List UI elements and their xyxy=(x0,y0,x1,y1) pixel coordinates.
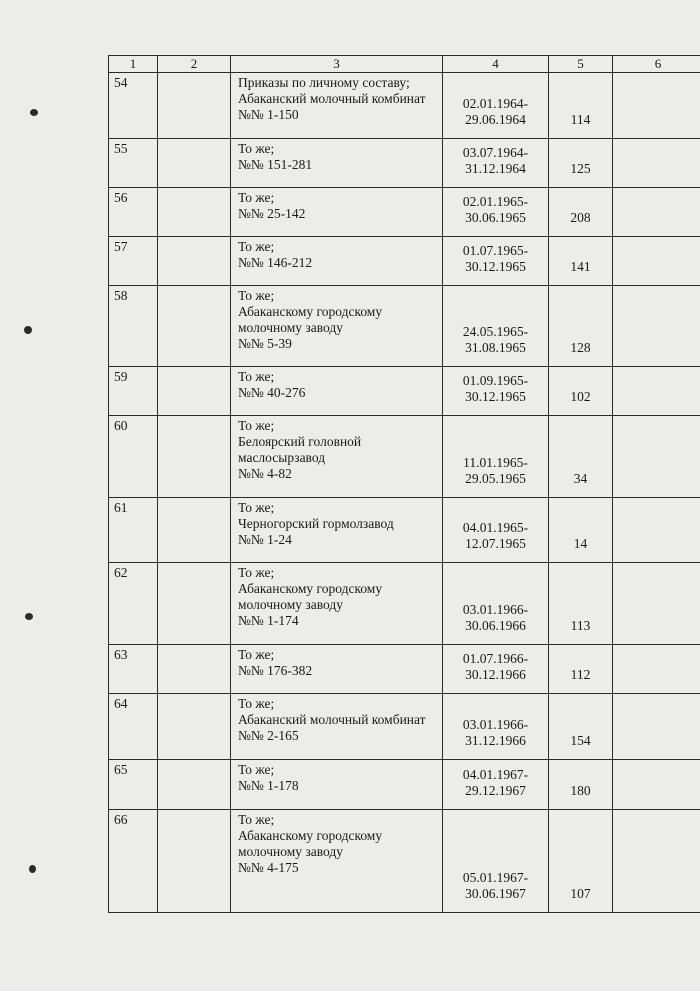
sheet-count: 154 xyxy=(549,694,613,760)
date-range xyxy=(443,645,549,694)
title-line: Абаканскому городскому xyxy=(238,581,383,596)
notes-cell xyxy=(613,563,700,645)
sheet-count: 113 xyxy=(549,563,613,645)
table-row xyxy=(109,367,700,416)
date-range xyxy=(443,188,549,237)
date-range xyxy=(443,367,549,416)
date-range xyxy=(443,73,549,139)
date-line: 30.12.1966 xyxy=(465,667,526,682)
table-row xyxy=(109,498,700,563)
record-title xyxy=(231,760,443,810)
column-2-cell xyxy=(158,139,231,188)
title-line: №№ 1-174 xyxy=(238,613,299,628)
title-line: №№ 25-142 xyxy=(238,206,306,221)
date-line: 12.07.1965 xyxy=(465,536,526,551)
title-line: №№ 151-281 xyxy=(238,157,313,172)
title-line: То же; xyxy=(238,190,275,205)
notes-cell xyxy=(613,760,700,810)
date-line: 24.05.1965- xyxy=(462,324,529,339)
punch-hole-mark xyxy=(29,865,36,873)
title-line: молочному заводу xyxy=(238,597,344,612)
date-line: 29.05.1965 xyxy=(465,471,526,486)
date-line: 11.01.1965- xyxy=(463,455,528,470)
sheet-count: 14 xyxy=(549,498,613,563)
column-header: 1 xyxy=(109,56,158,73)
title-line: №№ 4-82 xyxy=(238,466,292,481)
sheet-count: 107 xyxy=(549,810,613,913)
row-number: 55 xyxy=(109,139,158,188)
notes-cell xyxy=(613,286,700,367)
punch-hole-mark xyxy=(30,109,38,116)
sheet-count: 102 xyxy=(549,367,613,416)
date-line: 04.01.1967- xyxy=(462,767,529,782)
row-number: 59 xyxy=(109,367,158,416)
record-title xyxy=(231,73,443,139)
date-line: 29.12.1967 xyxy=(465,783,526,798)
row-number: 58 xyxy=(109,286,158,367)
date-range xyxy=(443,563,549,645)
sheet-count: 208 xyxy=(549,188,613,237)
table-row xyxy=(109,810,700,913)
punch-hole-mark xyxy=(24,326,32,334)
title-line: То же; xyxy=(238,500,275,515)
date-line: 03.07.1964- xyxy=(462,145,529,160)
date-line: 30.06.1967 xyxy=(465,886,526,901)
sheet-count: 128 xyxy=(549,286,613,367)
table-row xyxy=(109,694,700,760)
date-range xyxy=(443,760,549,810)
record-title xyxy=(231,563,443,645)
date-line: 01.07.1965- xyxy=(462,243,529,258)
title-line: То же; xyxy=(238,239,275,254)
title-line: №№ 1-24 xyxy=(238,532,292,547)
row-number: 63 xyxy=(109,645,158,694)
table-body xyxy=(109,73,700,913)
column-2-cell xyxy=(158,760,231,810)
record-title xyxy=(231,188,443,237)
title-line: То же; xyxy=(238,369,275,384)
title-line: То же; xyxy=(238,141,275,156)
column-2-cell xyxy=(158,367,231,416)
date-line: 31.08.1965 xyxy=(465,340,526,355)
title-line: Черногорский гормолзавод xyxy=(238,516,394,531)
date-range xyxy=(443,416,549,498)
date-line: 02.01.1965- xyxy=(462,194,529,209)
sheet-count: 114 xyxy=(549,73,613,139)
notes-cell xyxy=(613,73,700,139)
date-line: 04.01.1965- xyxy=(462,520,529,535)
column-2-cell xyxy=(158,73,231,139)
column-2-cell xyxy=(158,237,231,286)
table-row xyxy=(109,188,700,237)
table-row xyxy=(109,645,700,694)
notes-cell xyxy=(613,645,700,694)
title-line: №№ 4-175 xyxy=(238,860,299,875)
title-line: №№ 2-165 xyxy=(238,728,299,743)
row-number: 61 xyxy=(109,498,158,563)
column-2-cell xyxy=(158,694,231,760)
title-line: То же; xyxy=(238,696,275,711)
title-line: №№ 146-212 xyxy=(238,255,313,270)
registry-table xyxy=(108,55,700,913)
notes-cell xyxy=(613,237,700,286)
sheet-count: 112 xyxy=(549,645,613,694)
column-2-cell xyxy=(158,563,231,645)
date-line: 05.01.1967- xyxy=(462,870,529,885)
column-header: 3 xyxy=(231,56,443,73)
date-range xyxy=(443,694,549,760)
row-number: 60 xyxy=(109,416,158,498)
date-range xyxy=(443,810,549,913)
row-number: 54 xyxy=(109,73,158,139)
row-number: 64 xyxy=(109,694,158,760)
date-line: 02.01.1964- xyxy=(462,96,529,111)
title-line: Абаканский молочный комбинат xyxy=(238,91,426,106)
date-line: 03.01.1966- xyxy=(462,602,529,617)
title-line: маслосырзавод xyxy=(238,450,326,465)
date-line: 31.12.1966 xyxy=(465,733,526,748)
title-line: То же; xyxy=(238,565,275,580)
title-line: То же; xyxy=(238,812,275,827)
title-line: Белоярский головной xyxy=(238,434,362,449)
record-title xyxy=(231,286,443,367)
table-row xyxy=(109,563,700,645)
column-2-cell xyxy=(158,416,231,498)
title-line: молочному заводу xyxy=(238,320,344,335)
record-title xyxy=(231,810,443,913)
column-2-cell xyxy=(158,286,231,367)
column-header: 6 xyxy=(613,56,700,73)
header-row xyxy=(109,56,700,73)
title-line: №№ 5-39 xyxy=(238,336,292,351)
record-title xyxy=(231,694,443,760)
row-number: 56 xyxy=(109,188,158,237)
title-line: Приказы по личному составу; xyxy=(238,75,410,90)
table-row xyxy=(109,416,700,498)
notes-cell xyxy=(613,367,700,416)
date-line: 01.09.1965- xyxy=(462,373,529,388)
notes-cell xyxy=(613,694,700,760)
date-range xyxy=(443,139,549,188)
sheet-count: 34 xyxy=(549,416,613,498)
column-2-cell xyxy=(158,188,231,237)
date-line: 03.01.1966- xyxy=(462,717,529,732)
date-range xyxy=(443,498,549,563)
column-header: 2 xyxy=(158,56,231,73)
title-line: №№ 176-382 xyxy=(238,663,313,678)
title-line: молочному заводу xyxy=(238,844,344,859)
sheet-count: 125 xyxy=(549,139,613,188)
date-line: 30.12.1965 xyxy=(465,389,526,404)
date-line: 01.07.1966- xyxy=(462,651,529,666)
date-line: 29.06.1964 xyxy=(465,112,526,127)
title-line: То же; xyxy=(238,418,275,433)
table-row xyxy=(109,760,700,810)
table-row xyxy=(109,73,700,139)
row-number: 57 xyxy=(109,237,158,286)
row-number: 66 xyxy=(109,810,158,913)
notes-cell xyxy=(613,139,700,188)
sheet-count: 141 xyxy=(549,237,613,286)
date-range xyxy=(443,286,549,367)
sheet-count: 180 xyxy=(549,760,613,810)
date-line: 30.12.1965 xyxy=(465,259,526,274)
record-title xyxy=(231,498,443,563)
table-row xyxy=(109,237,700,286)
title-line: Абаканскому городскому xyxy=(238,828,383,843)
notes-cell xyxy=(613,416,700,498)
row-number: 65 xyxy=(109,760,158,810)
column-2-cell xyxy=(158,810,231,913)
date-line: 30.06.1965 xyxy=(465,210,526,225)
title-line: №№ 40-276 xyxy=(238,385,306,400)
column-header: 5 xyxy=(549,56,613,73)
notes-cell xyxy=(613,498,700,563)
title-line: Абаканский молочный комбинат xyxy=(238,712,426,727)
column-2-cell xyxy=(158,498,231,563)
title-line: То же; xyxy=(238,647,275,662)
punch-hole-mark xyxy=(25,613,33,620)
date-line: 31.12.1964 xyxy=(465,161,526,176)
title-line: То же; xyxy=(238,762,275,777)
title-line: Абаканскому городскому xyxy=(238,304,383,319)
date-line: 30.06.1966 xyxy=(465,618,526,633)
date-range xyxy=(443,237,549,286)
table-row xyxy=(109,286,700,367)
record-title xyxy=(231,139,443,188)
column-header: 4 xyxy=(443,56,549,73)
notes-cell xyxy=(613,188,700,237)
table-row xyxy=(109,139,700,188)
title-line: То же; xyxy=(238,288,275,303)
title-line: №№ 1-178 xyxy=(238,778,299,793)
notes-cell xyxy=(613,810,700,913)
record-title xyxy=(231,645,443,694)
column-2-cell xyxy=(158,645,231,694)
record-title xyxy=(231,237,443,286)
record-title xyxy=(231,367,443,416)
title-line: №№ 1-150 xyxy=(238,107,299,122)
row-number: 62 xyxy=(109,563,158,645)
record-title xyxy=(231,416,443,498)
